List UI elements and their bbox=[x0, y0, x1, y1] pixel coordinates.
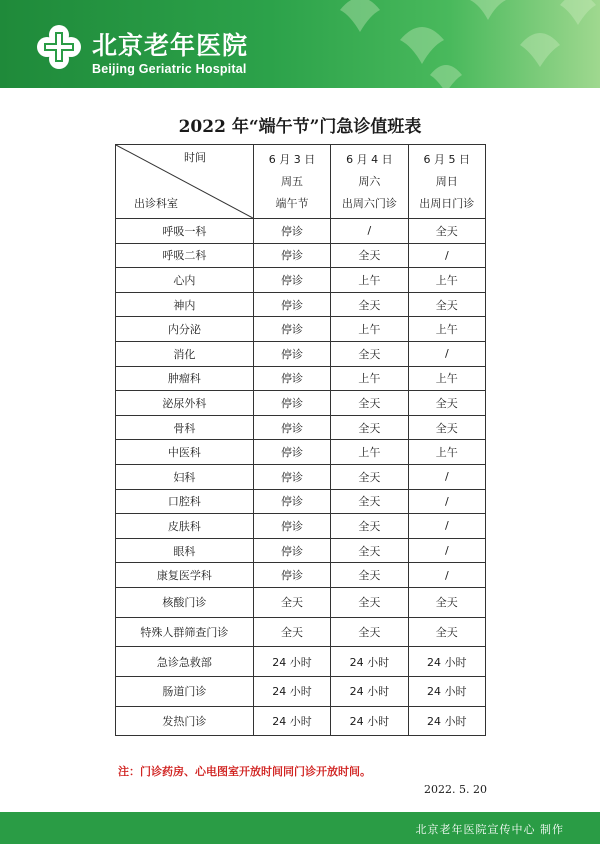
table-row bbox=[116, 617, 486, 647]
schedule-cell: / bbox=[408, 489, 485, 514]
dept-cell: 急诊急救部 bbox=[116, 647, 254, 677]
dept-cell: 心内 bbox=[116, 268, 254, 293]
schedule-cell: 上午 bbox=[331, 366, 408, 391]
table-row bbox=[116, 366, 486, 391]
schedule-cell: 停诊 bbox=[253, 391, 330, 416]
schedule-cell: 全天 bbox=[331, 563, 408, 588]
table-row bbox=[116, 243, 486, 268]
table-row bbox=[116, 268, 486, 293]
issue-date: 2022. 5. 20 bbox=[424, 783, 487, 796]
schedule-cell: 全天 bbox=[331, 464, 408, 489]
table-row bbox=[116, 219, 486, 244]
schedule-cell: / bbox=[408, 464, 485, 489]
column-date: 6 月 4 日 bbox=[346, 152, 393, 166]
schedule-cell: 停诊 bbox=[253, 219, 330, 244]
column-note: 出周六门诊 bbox=[341, 196, 397, 210]
footer-credit: 北京老年医院宣传中心 制作 bbox=[415, 823, 564, 836]
schedule-cell: 全天 bbox=[331, 538, 408, 563]
dept-cell: 发热门诊 bbox=[116, 706, 254, 736]
table-row bbox=[116, 440, 486, 465]
schedule-cell: 全天 bbox=[253, 617, 330, 647]
table-row bbox=[116, 391, 486, 416]
dept-cell: 肠道门诊 bbox=[116, 676, 254, 706]
dept-cell: 康复医学科 bbox=[116, 563, 254, 588]
schedule-cell: 全天 bbox=[408, 219, 485, 244]
dept-cell: 核酸门诊 bbox=[116, 587, 254, 617]
table-row bbox=[116, 292, 486, 317]
schedule-cell: 停诊 bbox=[253, 563, 330, 588]
schedule-cell: 24 小时 bbox=[253, 706, 330, 736]
table-row bbox=[116, 415, 486, 440]
column-date: 6 月 3 日 bbox=[268, 152, 316, 166]
dept-cell: 呼吸二科 bbox=[116, 243, 254, 268]
table-row bbox=[116, 538, 486, 563]
schedule-cell: 24 小时 bbox=[331, 647, 408, 677]
column-date: 6 月 5 日 bbox=[423, 152, 471, 166]
schedule-cell: / bbox=[408, 243, 485, 268]
corner-cell bbox=[116, 145, 254, 219]
schedule-cell: 24 小时 bbox=[253, 676, 330, 706]
table-row bbox=[116, 341, 486, 366]
schedule-cell: 停诊 bbox=[253, 464, 330, 489]
dept-cell: 妇科 bbox=[116, 464, 254, 489]
schedule-cell: 全天 bbox=[331, 415, 408, 440]
schedule-cell: 停诊 bbox=[253, 366, 330, 391]
schedule-cell: 全天 bbox=[331, 243, 408, 268]
table-row bbox=[116, 676, 486, 706]
dept-cell: 神内 bbox=[116, 292, 254, 317]
schedule-cell: 全天 bbox=[331, 341, 408, 366]
table-row bbox=[116, 489, 486, 514]
dept-cell: 中医科 bbox=[116, 440, 254, 465]
dept-cell: 特殊人群筛查门诊 bbox=[116, 617, 254, 647]
page-title: 2022 年“端午节”门急诊值班表 bbox=[178, 117, 422, 137]
schedule-cell: 全天 bbox=[331, 391, 408, 416]
schedule-cell: 24 小时 bbox=[331, 676, 408, 706]
header-banner bbox=[0, 0, 600, 88]
schedule-cell: 全天 bbox=[408, 415, 485, 440]
dept-cell: 皮肤科 bbox=[116, 514, 254, 539]
schedule-cell: 上午 bbox=[408, 440, 485, 465]
schedule-cell: 停诊 bbox=[253, 268, 330, 293]
corner-dept-label: 出诊科室 bbox=[134, 197, 178, 210]
dept-cell: 肿瘤科 bbox=[116, 366, 254, 391]
schedule-cell: 全天 bbox=[331, 587, 408, 617]
dept-cell: 泌尿外科 bbox=[116, 391, 254, 416]
footer-bar bbox=[0, 812, 600, 844]
schedule-cell: 全天 bbox=[331, 489, 408, 514]
footnote: 注：门诊药房、心电图室开放时间同门诊开放时间。 bbox=[118, 765, 371, 778]
corner-time-label: 时间 bbox=[184, 151, 206, 164]
hospital-name-en: Beijing Geriatric Hospital bbox=[92, 62, 247, 76]
column-header-day2 bbox=[331, 145, 408, 219]
schedule-cell: 停诊 bbox=[253, 341, 330, 366]
schedule-cell: / bbox=[408, 341, 485, 366]
ginkgo-leaves-icon bbox=[280, 0, 600, 88]
schedule-cell: 24 小时 bbox=[253, 647, 330, 677]
table-row bbox=[116, 647, 486, 677]
column-weekday: 周日 bbox=[435, 174, 458, 188]
dept-cell: 骨科 bbox=[116, 415, 254, 440]
schedule-cell: 全天 bbox=[253, 587, 330, 617]
table-row bbox=[116, 563, 486, 588]
schedule-cell: / bbox=[408, 563, 485, 588]
schedule-cell: 全天 bbox=[408, 292, 485, 317]
column-weekday: 周六 bbox=[358, 174, 381, 188]
schedule-cell: 停诊 bbox=[253, 440, 330, 465]
table-row bbox=[116, 706, 486, 736]
table-header-row bbox=[116, 145, 486, 219]
schedule-cell: 全天 bbox=[331, 292, 408, 317]
schedule-cell: 全天 bbox=[408, 617, 485, 647]
clover-cross-logo-icon bbox=[36, 24, 82, 70]
schedule-cell: 上午 bbox=[331, 317, 408, 342]
dept-cell: 消化 bbox=[116, 341, 254, 366]
schedule-cell: / bbox=[408, 514, 485, 539]
schedule-cell: 停诊 bbox=[253, 489, 330, 514]
column-weekday: 周五 bbox=[281, 174, 303, 188]
hospital-name-cn: 北京老年医院 bbox=[92, 31, 249, 60]
schedule-cell: 全天 bbox=[331, 617, 408, 647]
table-row bbox=[116, 464, 486, 489]
schedule-cell: 24 小时 bbox=[408, 676, 485, 706]
schedule-cell: 全天 bbox=[408, 587, 485, 617]
schedule-cell: 停诊 bbox=[253, 243, 330, 268]
schedule-cell: 上午 bbox=[331, 440, 408, 465]
schedule-cell: 停诊 bbox=[253, 538, 330, 563]
schedule-cell: 上午 bbox=[408, 366, 485, 391]
schedule-cell: 上午 bbox=[408, 268, 485, 293]
schedule-cell: 停诊 bbox=[253, 292, 330, 317]
column-note: 端午节 bbox=[275, 196, 309, 210]
column-header-day3 bbox=[408, 145, 485, 219]
schedule-cell: 24 小时 bbox=[408, 706, 485, 736]
schedule-cell: 停诊 bbox=[253, 415, 330, 440]
duty-schedule-table bbox=[115, 144, 486, 736]
schedule-cell: 全天 bbox=[331, 514, 408, 539]
schedule-cell: 上午 bbox=[408, 317, 485, 342]
schedule-cell: / bbox=[331, 219, 408, 244]
column-header-day1 bbox=[253, 145, 330, 219]
schedule-cell: 上午 bbox=[331, 268, 408, 293]
schedule-cell: / bbox=[408, 538, 485, 563]
schedule-cell: 24 小时 bbox=[331, 706, 408, 736]
column-note: 出周日门诊 bbox=[419, 196, 475, 210]
dept-cell: 呼吸一科 bbox=[116, 219, 254, 244]
dept-cell: 眼科 bbox=[116, 538, 254, 563]
schedule-cell: 24 小时 bbox=[408, 647, 485, 677]
table-row bbox=[116, 514, 486, 539]
schedule-cell: 全天 bbox=[408, 391, 485, 416]
dept-cell: 口腔科 bbox=[116, 489, 254, 514]
dept-cell: 内分泌 bbox=[116, 317, 254, 342]
schedule-cell: 停诊 bbox=[253, 514, 330, 539]
schedule-cell: 停诊 bbox=[253, 317, 330, 342]
table-row bbox=[116, 317, 486, 342]
table-row bbox=[116, 587, 486, 617]
